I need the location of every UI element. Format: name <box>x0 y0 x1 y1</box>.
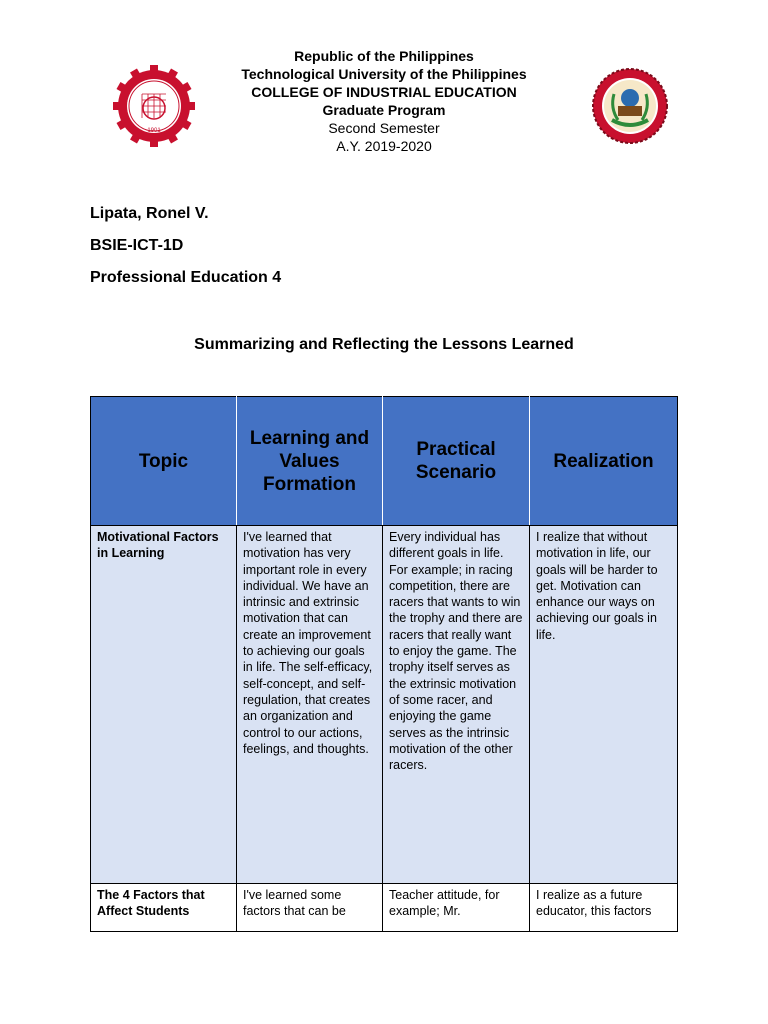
student-name: Lipata, Ronel V. <box>90 205 209 222</box>
header-realization: Realization <box>530 397 678 526</box>
cie-seal-logo <box>588 64 672 148</box>
cell-realization <box>530 884 678 932</box>
subject-name: Professional Education 4 <box>90 269 282 286</box>
header-topic: Topic <box>91 397 237 526</box>
table-row <box>91 884 678 932</box>
header-college: COLLEGE OF INDUSTRIAL EDUCATION <box>251 84 517 100</box>
student-section: BSIE-ICT-1D <box>90 237 184 254</box>
cell-scenario: Every individual has different goals in life. For example; in racing competition, there are racers that wants to win the trophy and there are racers that really want to enjoy the game. The trophy itself serves as the extrinsic motivation of some racer, and enjoying the game serves as the intrinsic motivation of the other racers. <box>383 526 530 884</box>
header-scenario: Practical Scenario <box>383 397 530 526</box>
header-program: Graduate Program <box>322 102 446 118</box>
document-title: Summarizing and Reflecting the Lessons Learned <box>194 336 574 353</box>
cell-topic <box>91 884 237 932</box>
cell-learning-text: I've learned some factors that can be <box>243 888 346 919</box>
lessons-table <box>90 396 678 932</box>
cell-topic: Motivational Factors in Learning <box>91 526 237 884</box>
cell-topic-text: The 4 Factors that Affect Students <box>97 888 205 919</box>
seal-year: 1901 <box>147 128 161 134</box>
cell-realization-text: I realize as a future educator, this factors <box>536 888 652 919</box>
header-semester: Second Semester <box>328 120 440 136</box>
cell-scenario-text: Teacher attitude, for example; Mr. <box>389 888 500 919</box>
cell-realization: I realize that without motivation in life, our goals will be harder to get. Motivation can enhance our ways on achieving our goals in life. <box>530 526 678 884</box>
table-header-row <box>91 397 678 526</box>
header-university: Technological University of the Philippines <box>241 66 527 82</box>
cell-learning: I've learned that motivation has very important role in every individual. We have an intrinsic and extrinsic motivation that can create an improvement to achieving our goals in life. The self-efficacy, self-concept, and self-regulation, that creates an organization and control to our actions, feelings, and thoughts. <box>237 526 383 884</box>
document-header <box>184 47 584 155</box>
cell-learning <box>237 884 383 932</box>
cell-scenario <box>383 884 530 932</box>
header-country: Republic of the Philippines <box>294 48 474 64</box>
header-learning: Learning and Values Formation <box>237 397 383 526</box>
header-academic-year: A.Y. 2019-2020 <box>336 138 432 154</box>
table-row <box>91 526 678 884</box>
